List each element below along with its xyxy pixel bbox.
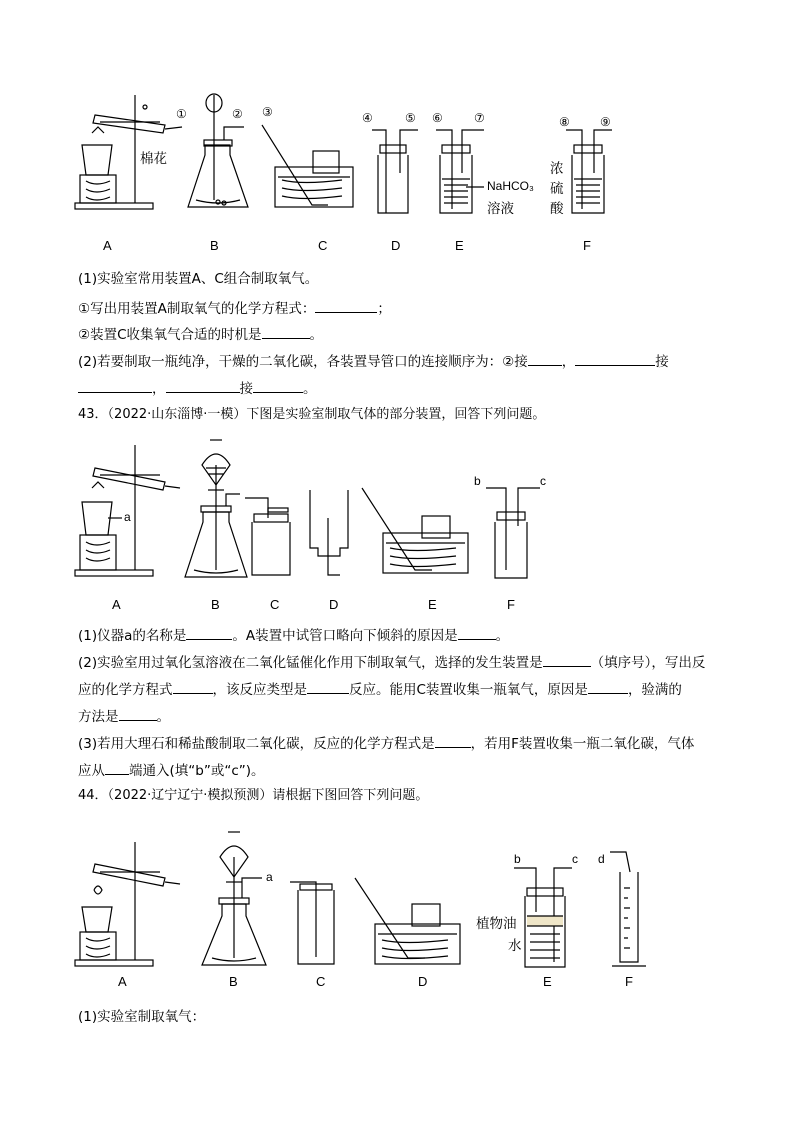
fig-label-d: D <box>329 597 339 612</box>
fig-label-f: F <box>625 974 633 989</box>
port-label: ① <box>176 107 187 121</box>
fig-label-d: D <box>391 238 401 253</box>
apparatus-drawing-1 <box>0 85 794 255</box>
q42-p2b: ， 接 。 <box>78 378 317 398</box>
port-label: ④ <box>362 111 373 125</box>
mark-c: c <box>572 852 578 866</box>
acid-note-3: 酸 <box>550 201 564 217</box>
fig-label-c: C <box>318 238 328 253</box>
q42-p1a: ①写出用装置A制取氧气的化学方程式： ； <box>78 298 391 318</box>
water-label: 水 <box>508 938 522 954</box>
acid-note-2: 硫 <box>550 181 564 197</box>
fig-label-e: E <box>543 974 552 989</box>
q43-p2b: 应的化学方程式 ，该反应类型是 反应。能用C装置收集一瓶氧气，原因是 ，验满的 <box>78 679 682 699</box>
fig-label-a: A <box>103 238 112 253</box>
fig-label-b: B <box>211 597 220 612</box>
fig-label-b: B <box>210 238 219 253</box>
port-label: ⑧ <box>559 115 570 129</box>
port-label: ⑥ <box>432 111 443 125</box>
mark-a: a <box>266 870 273 884</box>
q44-p1: (1)实验室制取氧气： <box>78 1009 206 1025</box>
fig-label-c: C <box>270 597 280 612</box>
mark-b: b <box>514 852 521 866</box>
solution-note: 溶液 <box>487 201 514 217</box>
q43-p2a: (2)实验室用过氧化氢溶液在二氧化锰催化作用下制取氧气，选择的发生装置是 （填序号），写出反 <box>78 652 705 672</box>
cotton-note: 棉花 <box>140 151 167 167</box>
acid-note-1: 浓 <box>550 161 564 177</box>
q42-p1b: ②装置C收集氧气合适的时机是 。 <box>78 324 323 344</box>
q43-p1: (1)仪器a的名称是 。A装置中试管口略向下倾斜的原因是 。 <box>78 625 509 645</box>
port-label: ② <box>232 107 243 121</box>
fig-label-a: A <box>118 974 127 989</box>
q44-heading: 44．（2022·辽宁辽宁·模拟预测）请根据下图回答下列问题。 <box>78 788 429 803</box>
nahco3-note: NaHCO₃ <box>487 179 534 193</box>
q42-p1: (1)实验室常用装置A、C组合制取氧气。 <box>78 271 319 287</box>
fig-label-f: F <box>507 597 515 612</box>
fig-label-a: A <box>112 597 121 612</box>
fig-label-e: E <box>428 597 437 612</box>
figure-apparatus-2 <box>0 430 794 620</box>
fig-label-e: E <box>455 238 464 253</box>
mark-a: a <box>124 510 131 524</box>
mark-c: c <box>540 474 546 488</box>
figure-apparatus-3 <box>0 812 794 1002</box>
figure-apparatus-1 <box>0 85 794 255</box>
q43-p3a: (3)若用大理石和稀盐酸制取二氧化碳，反应的化学方程式是 ，若用F装置收集一瓶二氧化碳，气体 <box>78 733 694 753</box>
q42-p2a: (2)若要制取一瓶纯净，干燥的二氧化碳，各装置导管口的连接顺序为：②接 ， 接 <box>78 351 669 371</box>
fig-label-d: D <box>418 974 428 989</box>
port-label: ③ <box>262 105 273 119</box>
q43-heading: 43．（2022·山东淄博·一模）下图是实验室制取气体的部分装置，回答下列问题。 <box>78 407 546 422</box>
port-label: ⑤ <box>405 111 416 125</box>
fig-label-f: F <box>583 238 591 253</box>
port-label: ⑦ <box>474 111 485 125</box>
port-label: ⑨ <box>600 115 611 129</box>
fig-label-b: B <box>229 974 238 989</box>
oil-label: 植物油 <box>476 916 517 932</box>
mark-b: b <box>474 474 481 488</box>
apparatus-drawing-2 <box>0 430 794 620</box>
q43-p2c: 方法是 。 <box>78 706 170 726</box>
q43-p3b: 应从 端通入(填“b”或“c”)。 <box>78 760 265 780</box>
mark-d: d <box>598 852 605 866</box>
fig-label-c: C <box>316 974 326 989</box>
